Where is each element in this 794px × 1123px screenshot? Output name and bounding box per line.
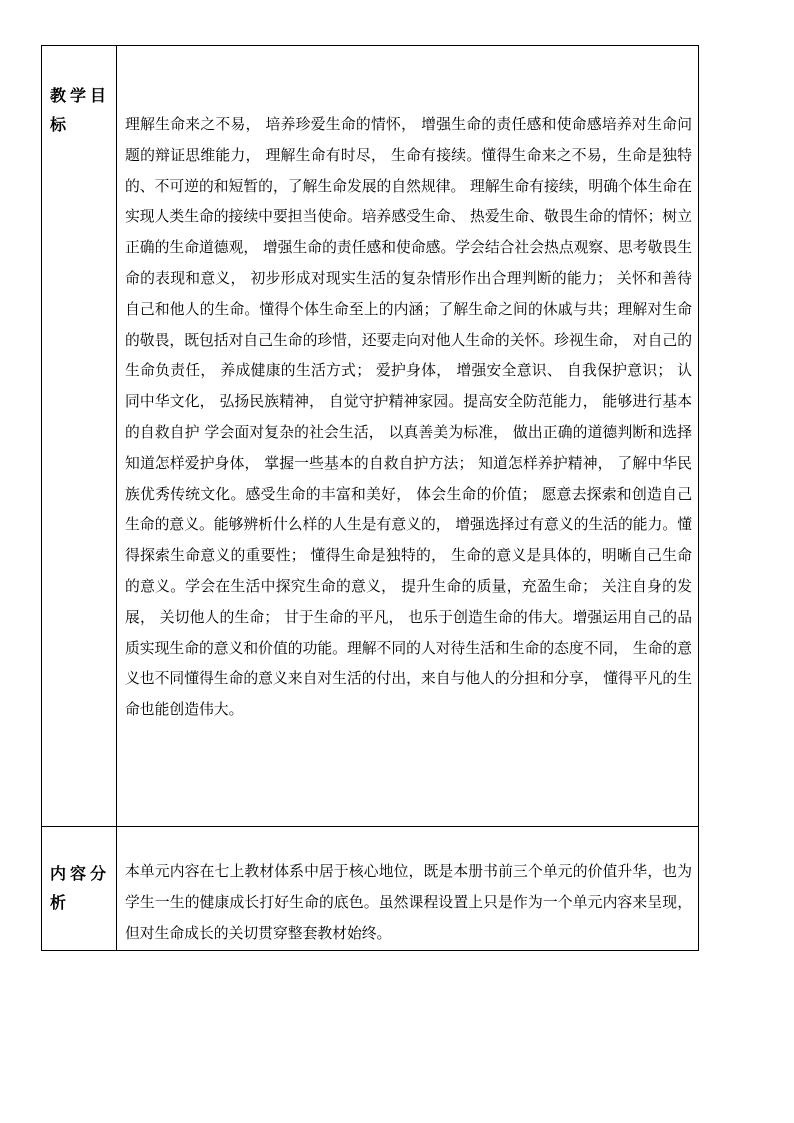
teaching-goals-label-cell: [42, 46, 117, 827]
teaching-goals-content: 理解生命来之不易， 培养珍爱生命的情怀， 增强生命的责任感和使命感培养对生命问题的辩证思维能力， 理解生命有时尽， 生命有接续。懂得生命来之不易，生命是独特的、不可逆的和短暂的，了解生命发展的自然规律。 理解生命有接续，明确个体生命在实现人类生命的接续中要担当使命。培养感受生命、 热爱生命、敬畏生命的情怀；树立正确的生命道德观， 增强生命的责任感和使命感。学会结合社会热点观察、思考敬畏生命的表现和意义， 初步形成对现实生活的复杂情形作出合理判断的能力； 关怀和善待自己和他人的生命。懂得个体生命至上的内涵；了解生命之间的休戚与共；理解对生命的敬畏，既包括对自己生命的珍惜，还要走向对他人生命的关怀。珍视生命， 对自己的生命负责任， 养成健康的生活方式； 爱护身体， 增强安全意识、 自我保护意识； 认同中华文化， 弘扬民族精神， 自觉守护精神家园。提高安全防范能力， 能够进行基本的自救自护 学会面对复杂的社会生活， 以真善美为标准， 做出正确的道德判断和选择知道怎样爱护身体， 掌握一些基本的自救自护方法； 知道怎样养护精神， 了解中华民族优秀传统文化。感受生命的丰富和美好， 体会生命的价值； 愿意去探索和创造自己生命的意义。能够辨析什么样的人生是有意义的， 增强选择过有意义的生活的能力。懂得探索生命意义的重要性； 懂得生命是独特的， 生命的意义是具体的，明晰自己生命的意义。学会在生活中探究生命的意义， 提升生命的质量，充盈生命； 关注自身的发展， 关切他人的生命； 甘于生命的平凡， 也乐于创造生命的伟大。增强运用自己的品质实现生命的意义和价值的功能。理解不同的人对待生活和生命的态度不同， 生命的意义也不同懂得生命的意义来自对生活的付出，来自与他人的分担和分享， 懂得平凡的生命也能创造伟大。: [125, 116, 692, 719]
content-analysis-label-cell: [42, 827, 117, 951]
teaching-goals-content-cell: [117, 46, 699, 827]
content-analysis-label: 内容分析: [50, 864, 111, 912]
content-analysis-content: 本单元内容在七上教材体系中居于核心地位，既是本册书前三个单元的价值升华，也为学生一生的健康成长打好生命的底色。虽然课程设置上只是作为一个单元内容来呈现，但对生命成长的关切贯穿整套教材始终。: [125, 863, 692, 942]
content-analysis-content-cell: [117, 827, 699, 951]
teaching-goals-label: 教学目标: [50, 86, 111, 134]
lesson-plan-table: [41, 45, 699, 951]
teaching-goals-row: [42, 46, 699, 827]
content-analysis-row: [42, 827, 699, 951]
